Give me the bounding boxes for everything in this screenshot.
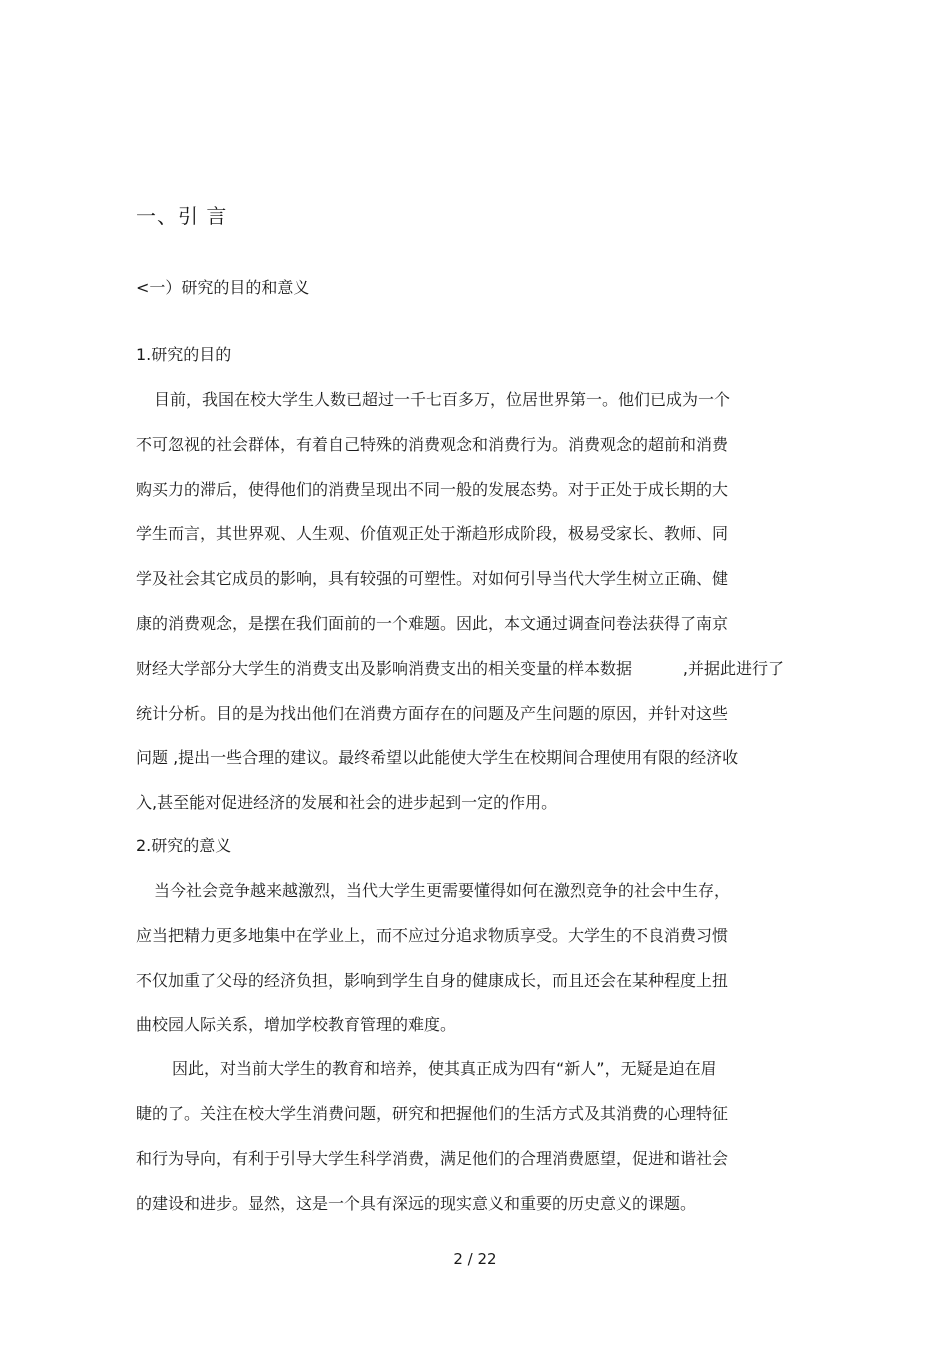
text-line: 应当把精力更多地集中在学业上，而不应过分追求物质享受。大学生的不良消费习惯 bbox=[136, 926, 729, 945]
section-heading-introduction: 一、引 言 bbox=[136, 204, 228, 228]
text-line: 不仅加重了父母的经济负担，影响到学生自身的健康成长，而且还会在某种程度上扭 bbox=[136, 971, 729, 990]
text-line: 统计分析。目的是为找出他们在消费方面存在的问题及产生问题的原因，并针对这些 bbox=[136, 704, 729, 723]
text-line: 当今社会竞争越来越激烈，当代大学生更需要懂得如何在激烈竞争的社会中生存， bbox=[154, 881, 731, 900]
text-line: 学及社会其它成员的影响，具有较强的可塑性。对如何引导当代大学生树立正确、健 bbox=[136, 569, 729, 588]
text-line: 不可忽视的社会群体，有着自己特殊的消费观念和消费行为。消费观念的超前和消费 bbox=[136, 435, 729, 454]
text-line: 学生而言，其世界观、人生观、价值观正处于渐趋形成阶段，极易受家长、教师、同 bbox=[136, 524, 729, 543]
text-line: 和行为导向，有利于引导大学生科学消费，满足他们的合理消费愿望，促进和谐社会 bbox=[136, 1149, 729, 1168]
page-number: 2 / 22 bbox=[453, 1250, 497, 1268]
text-line: 曲校园人际关系，增加学校教育管理的难度。 bbox=[136, 1015, 457, 1034]
section-title-purpose: 1.研究的目的 bbox=[136, 345, 232, 364]
section-title-significance: 2.研究的意义 bbox=[136, 836, 232, 855]
text-line: 问题 ,提出一些合理的建议。最终希望以此能使大学生在校期间合理使用有限的经济收 bbox=[136, 748, 739, 767]
text-line: 康的消费观念，是摆在我们面前的一个难题。因此，本文通过调查问卷法获得了南京 bbox=[136, 614, 729, 633]
subsection-heading-purpose-significance: <一）研究的目的和意义 bbox=[136, 278, 310, 297]
text-line: 财经大学部分大学生的消费支出及影响消费支出的相关变量的样本数据 ,并据此进行了 bbox=[136, 659, 784, 678]
text-line: 睫的了。关注在校大学生消费问题，研究和把握他们的生活方式及其消费的心理特征 bbox=[136, 1104, 729, 1123]
text-line: 入,甚至能对促进经济的发展和社会的进步起到一定的作用。 bbox=[136, 793, 558, 812]
text-line: 购买力的滞后，使得他们的消费呈现出不同一般的发展态势。对于正处于成长期的大 bbox=[136, 480, 729, 499]
text-line: 因此，对当前大学生的教育和培养，使其真正成为四有“新人”，无疑是迫在眉 bbox=[172, 1059, 717, 1078]
text-line: 的建设和进步。显然，这是一个具有深远的现实意义和重要的历史意义的课题。 bbox=[136, 1194, 697, 1213]
text-line: 目前，我国在校大学生人数已超过一千七百多万，位居世界第一。他们已成为一个 bbox=[154, 390, 731, 409]
